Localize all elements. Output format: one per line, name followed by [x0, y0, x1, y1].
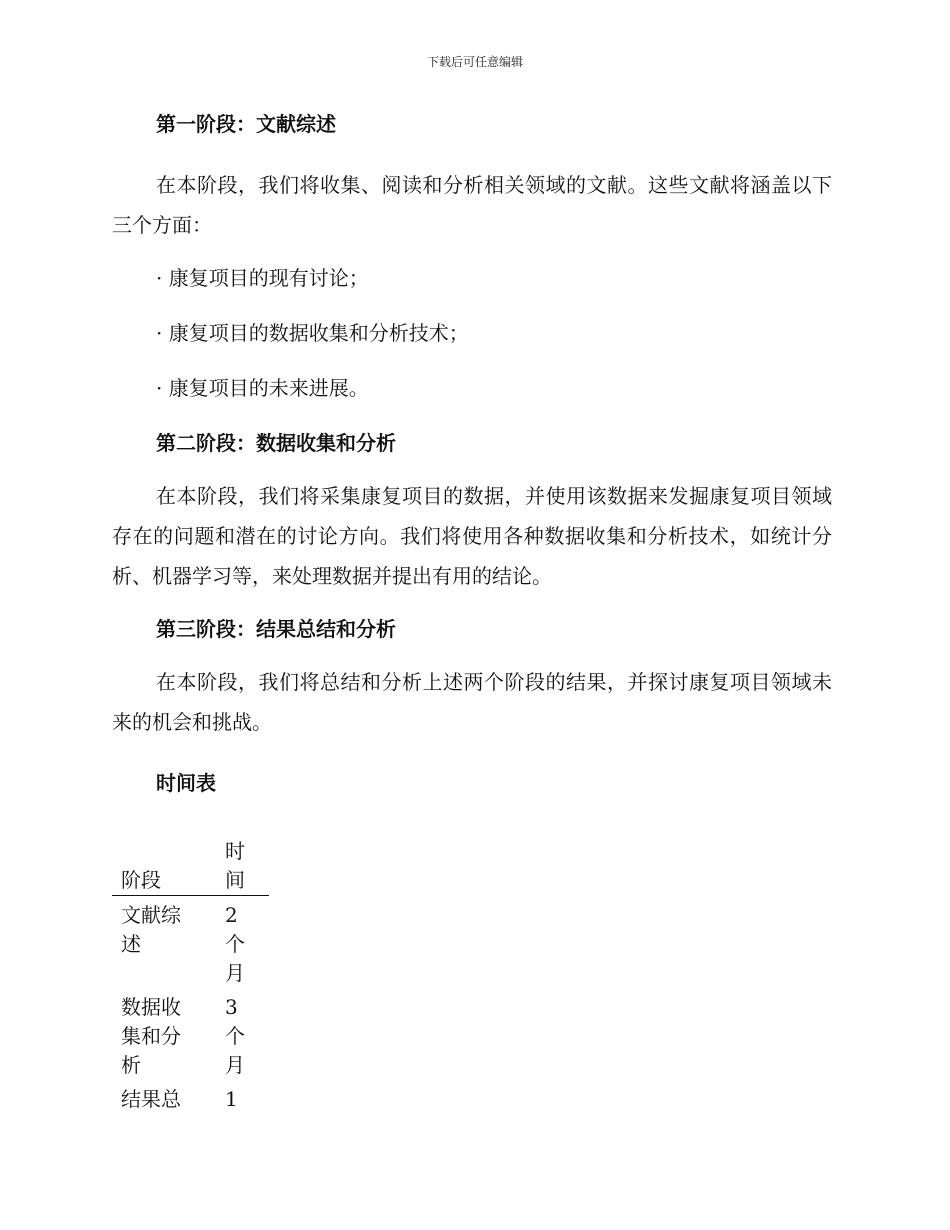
table-cell-stage: 数据收集和分析 [121, 995, 181, 1077]
table-header-row [112, 832, 269, 896]
table-row [112, 1080, 269, 1114]
schedule-heading: 时间表 [156, 771, 216, 795]
stage1-bullet-2: · 康复项目的数据收集和分析技术； [156, 321, 469, 345]
stage1-bullet-3: · 康复项目的未来进展。 [156, 376, 369, 400]
table-header-stage: 阶段 [112, 832, 225, 896]
table-cell-stage: 结果总 [121, 1087, 181, 1111]
table-cell-time: 1 [225, 1087, 238, 1111]
stage2-paragraph: 在本阶段，我们将采集康复项目的数据，并使用该数据来发掘康复项目领域存在的问题和潜在的讨论方向。我们将使用各种数据收集和分析技术，如统计分析、机器学习等，来处理数据并提出有用的结论。 [112, 484, 832, 588]
table-header-time: 时间 [225, 832, 269, 896]
stage2-heading: 第二阶段：数据收集和分析 [156, 431, 396, 455]
stage1-paragraph: 在本阶段，我们将收集、阅读和分析相关领域的文献。这些文献将涵盖以下三个方面： [112, 173, 832, 237]
stage1-heading: 第一阶段：文献综述 [156, 112, 336, 136]
page-header-note: 下载后可任意编辑 [426, 55, 523, 69]
stage1-bullet-1: · 康复项目的现有讨论； [156, 266, 369, 290]
table-row [112, 896, 269, 989]
schedule-table [112, 832, 269, 1114]
table-row [112, 988, 269, 1080]
stage3-heading: 第三阶段：结果总结和分析 [156, 617, 396, 641]
table-cell-stage: 文献综述 [121, 903, 181, 956]
table-cell-time: 2个月 [225, 903, 245, 985]
document-body [112, 110, 832, 797]
stage3-paragraph: 在本阶段，我们将总结和分析上述两个阶段的结果，并探讨康复项目领域未来的机会和挑战。 [112, 670, 832, 734]
table-cell-time: 3个月 [225, 995, 245, 1077]
